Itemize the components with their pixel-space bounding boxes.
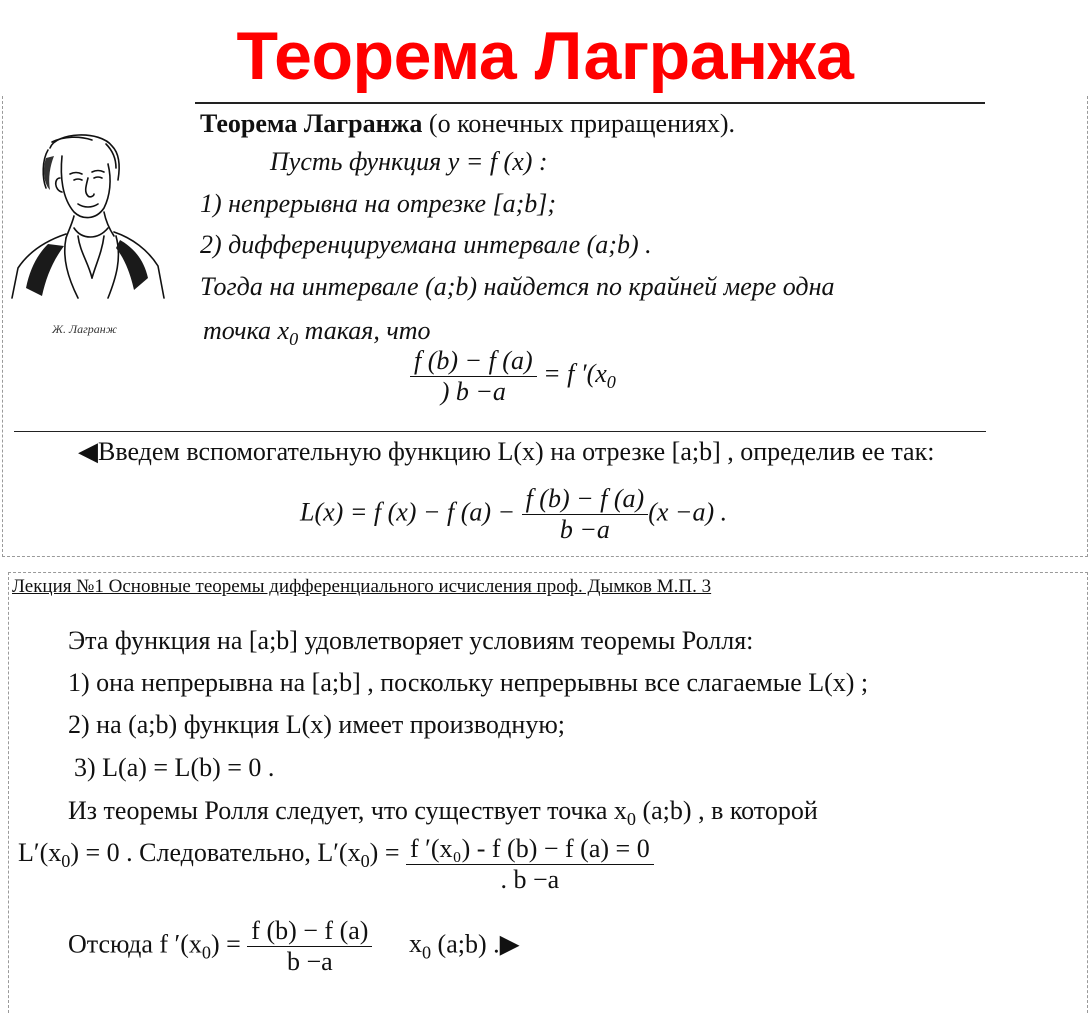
theorem-conclusion-2: точка $x_0$ такая, что [203,316,431,350]
lagrange-formula-denominator: ) b −a [410,376,537,405]
proof-end-marker-icon: ▶ [499,929,520,959]
derivative-zero-fraction: $\frac{\text{f ′(x₀) - f (b) − f (a) = 0}}{. b -a}$ [406,836,654,893]
rolle-conditions-intro: Эта функция на [a;b] удовлетворяет условиям теоремы Ролля: [68,626,754,655]
theorem-bottom-rule [14,431,986,432]
top-rule [195,102,985,104]
rolle-condition-1: 1) она непрерывна на [a;b] , поскольку непрерывны все слагаемые L(x) ; [68,668,869,697]
theorem-condition-2: 2) дифференцируемана интервале (a;b) . [200,230,652,259]
proof-start-marker-icon: ◀ [78,437,98,466]
lagrange-formula-fraction [410,348,537,405]
derivative-zero-line: $L'(x_0) = 0$ . Следовательно, $L'(x_0)$ = $\frac{\text{f ′(x₀) - f (b) − f (a) = 0}}{. b -a}$ [18,840,654,893]
slide-title: Теорема Лагранжа [236,18,854,94]
lagrange-result-fraction: $\frac{f (b) - f (a)}{b -a}$ [247,918,372,975]
theorem-line-1: Пусть функция y = f (x) : [270,147,548,176]
proof-intro-text: Введем вспомогательную функцию L(x) на отрезке [a;b] , определив ее так: [98,437,935,466]
theorem-condition-1: 1) непрерывна на отрезке [a;b]; [200,189,557,218]
portrait-caption: Ж. Лагранж [52,322,117,336]
theorem-conclusion-1: Тогда на интервале (a;b) найдется по крайней мере одна [200,272,835,301]
auxiliary-function-definition: L(x) = f (x) − f (a) − $\frac{f (b) - f (a)}{b -a}$ (x −a) . [300,484,728,544]
lagrange-formula-rhs: = f $'(x_0$ [543,359,616,393]
lagrange-formula [410,348,616,405]
theorem-name-suffix: (о конечных приращениях). [422,109,736,138]
auxiliary-function-fraction: $\frac{f (b) - f (a)}{b -a}$ [522,486,649,543]
rolle-condition-2: 2) на (a;b) функция L(x) имеет производную; [68,710,565,739]
lagrange-formula-numerator: f (b) − f (a) [414,346,533,375]
theorem-heading [200,111,735,137]
proof-intro [78,439,934,465]
page-footer: Лекция №1 Основные теоремы дифференциального исчисления проф. Дымков М.П. 3 [12,576,712,597]
lagrange-result: Отсюда f $'(x_0)$ = $\frac{f (b) - f (a)}{b -a}$ $x_0$ (a;b) .▶ [68,916,520,976]
rolle-consequence: Из теоремы Ролля следует, что существует точка $x_0$ (a;b) , в которой [68,796,818,830]
rolle-condition-3: 3) L(a) = L(b) = 0 . [74,753,275,782]
lagrange-portrait [8,128,168,336]
portrait-sketch-icon [8,128,168,308]
theorem-name: Теорема Лагранжа [200,109,423,138]
